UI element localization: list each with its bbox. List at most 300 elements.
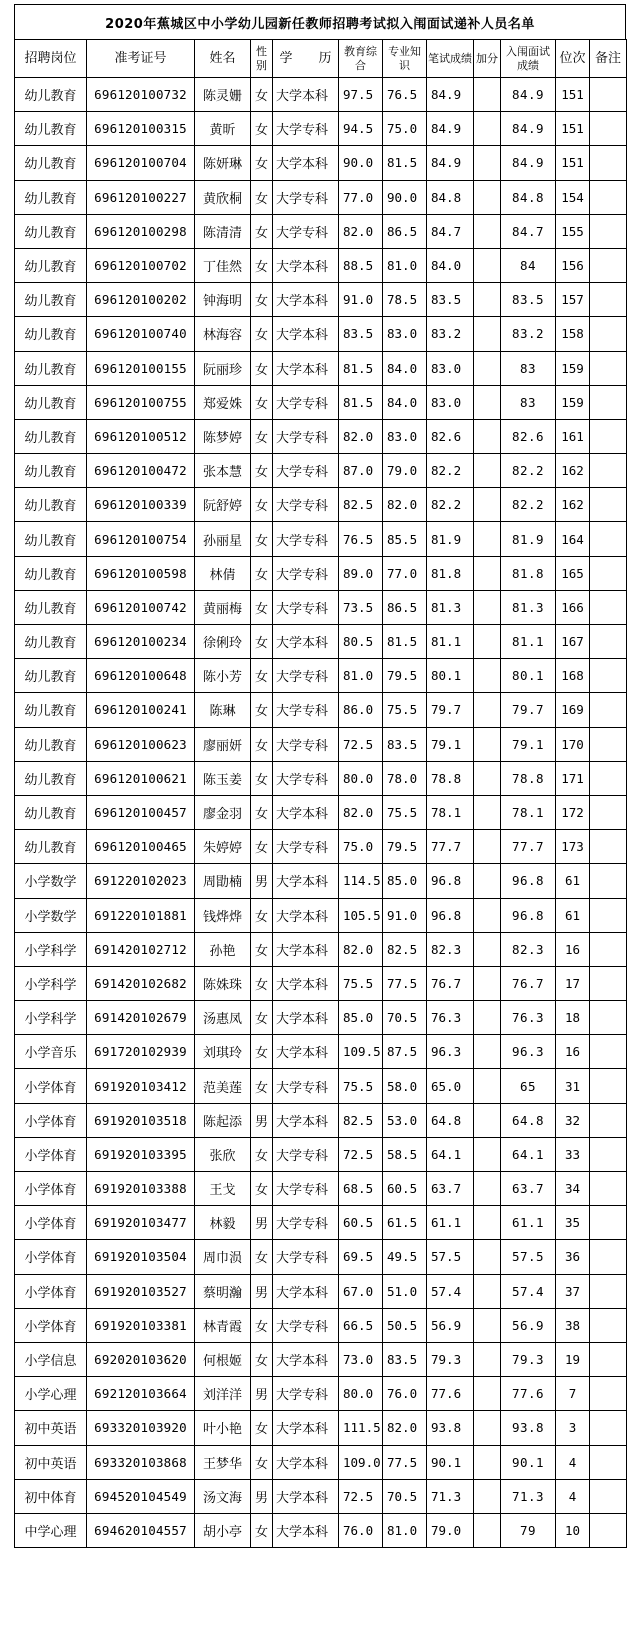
cell-interview-score: 78.8 bbox=[501, 761, 556, 795]
cell-name: 周勖楠 bbox=[195, 864, 251, 898]
cell-name: 廖金羽 bbox=[195, 795, 251, 829]
table-row bbox=[15, 454, 627, 488]
cell-rank: 164 bbox=[556, 522, 590, 556]
header-pro-score: 专业知识 bbox=[383, 40, 427, 78]
cell-rank: 157 bbox=[556, 283, 590, 317]
cell-sex: 女 bbox=[251, 248, 273, 282]
cell-sex: 女 bbox=[251, 522, 273, 556]
cell-remark bbox=[590, 1342, 627, 1376]
cell-bonus bbox=[474, 830, 501, 864]
cell-pro-score: 70.5 bbox=[383, 1001, 427, 1035]
cell-interview-score: 79.3 bbox=[501, 1342, 556, 1376]
cell-remark bbox=[590, 966, 627, 1000]
cell-position: 幼儿教育 bbox=[15, 727, 87, 761]
cell-position: 幼儿教育 bbox=[15, 180, 87, 214]
cell-position: 小学数学 bbox=[15, 864, 87, 898]
cell-interview-score: 76.7 bbox=[501, 966, 556, 1000]
header-remark: 备注 bbox=[590, 40, 627, 78]
cell-sex: 女 bbox=[251, 590, 273, 624]
cell-edu-score: 67.0 bbox=[339, 1274, 383, 1308]
cell-remark bbox=[590, 1206, 627, 1240]
cell-written-score: 57.5 bbox=[427, 1240, 474, 1274]
cell-pro-score: 82.5 bbox=[383, 932, 427, 966]
cell-education: 大学本科 bbox=[273, 1411, 339, 1445]
cell-exam-no: 691220101881 bbox=[87, 898, 195, 932]
cell-edu-score: 75.5 bbox=[339, 1069, 383, 1103]
cell-remark bbox=[590, 1377, 627, 1411]
cell-edu-score: 81.0 bbox=[339, 659, 383, 693]
cell-name: 陈灵姗 bbox=[195, 78, 251, 112]
cell-interview-score: 79.1 bbox=[501, 727, 556, 761]
cell-remark bbox=[590, 625, 627, 659]
cell-education: 大学本科 bbox=[273, 898, 339, 932]
cell-bonus bbox=[474, 1342, 501, 1376]
cell-position: 幼儿教育 bbox=[15, 419, 87, 453]
cell-remark bbox=[590, 146, 627, 180]
table-row bbox=[15, 488, 627, 522]
table-row bbox=[15, 1274, 627, 1308]
cell-position: 小学数学 bbox=[15, 898, 87, 932]
cell-remark bbox=[590, 112, 627, 146]
cell-position: 幼儿教育 bbox=[15, 693, 87, 727]
cell-interview-score: 82.6 bbox=[501, 419, 556, 453]
cell-interview-score: 81.3 bbox=[501, 590, 556, 624]
cell-rank: 3 bbox=[556, 1411, 590, 1445]
cell-edu-score: 81.5 bbox=[339, 385, 383, 419]
cell-exam-no: 696120100598 bbox=[87, 556, 195, 590]
cell-rank: 31 bbox=[556, 1069, 590, 1103]
cell-name: 陈起添 bbox=[195, 1103, 251, 1137]
cell-interview-score: 93.8 bbox=[501, 1411, 556, 1445]
cell-pro-score: 58.5 bbox=[383, 1137, 427, 1171]
cell-pro-score: 82.0 bbox=[383, 1411, 427, 1445]
cell-bonus bbox=[474, 522, 501, 556]
cell-education: 大学本科 bbox=[273, 317, 339, 351]
cell-pro-score: 77.0 bbox=[383, 556, 427, 590]
table-row bbox=[15, 898, 627, 932]
cell-position: 小学体育 bbox=[15, 1172, 87, 1206]
cell-sex: 女 bbox=[251, 1445, 273, 1479]
cell-exam-no: 696120100339 bbox=[87, 488, 195, 522]
cell-name: 黄丽梅 bbox=[195, 590, 251, 624]
cell-written-score: 82.2 bbox=[427, 454, 474, 488]
table-row bbox=[15, 419, 627, 453]
cell-name: 陈姝珠 bbox=[195, 966, 251, 1000]
cell-pro-score: 87.5 bbox=[383, 1035, 427, 1069]
cell-rank: 7 bbox=[556, 1377, 590, 1411]
cell-written-score: 96.3 bbox=[427, 1035, 474, 1069]
cell-sex: 女 bbox=[251, 898, 273, 932]
cell-remark bbox=[590, 78, 627, 112]
table-row bbox=[15, 693, 627, 727]
cell-remark bbox=[590, 454, 627, 488]
cell-edu-score: 75.5 bbox=[339, 966, 383, 1000]
cell-written-score: 57.4 bbox=[427, 1274, 474, 1308]
cell-written-score: 79.1 bbox=[427, 727, 474, 761]
cell-remark bbox=[590, 317, 627, 351]
cell-edu-score: 72.5 bbox=[339, 1479, 383, 1513]
cell-pro-score: 83.5 bbox=[383, 727, 427, 761]
cell-exam-no: 696120100298 bbox=[87, 214, 195, 248]
cell-interview-score: 65 bbox=[501, 1069, 556, 1103]
cell-remark bbox=[590, 693, 627, 727]
cell-remark bbox=[590, 1172, 627, 1206]
table-row bbox=[15, 1479, 627, 1513]
cell-rank: 32 bbox=[556, 1103, 590, 1137]
cell-rank: 151 bbox=[556, 112, 590, 146]
document-title: 2020年蕉城区中小学幼儿园新任教师招聘考试拟入闱面试递补人员名单 bbox=[14, 4, 626, 39]
cell-remark bbox=[590, 351, 627, 385]
cell-written-score: 78.1 bbox=[427, 795, 474, 829]
cell-remark bbox=[590, 488, 627, 522]
cell-sex: 女 bbox=[251, 693, 273, 727]
cell-interview-score: 79 bbox=[501, 1513, 556, 1547]
cell-sex: 女 bbox=[251, 932, 273, 966]
cell-sex: 女 bbox=[251, 727, 273, 761]
cell-position: 小学科学 bbox=[15, 966, 87, 1000]
cell-edu-score: 82.5 bbox=[339, 1103, 383, 1137]
cell-sex: 女 bbox=[251, 214, 273, 248]
cell-edu-score: 73.0 bbox=[339, 1342, 383, 1376]
cell-bonus bbox=[474, 864, 501, 898]
cell-name: 阮丽珍 bbox=[195, 351, 251, 385]
cell-name: 朱婷婷 bbox=[195, 830, 251, 864]
cell-rank: 61 bbox=[556, 864, 590, 898]
cell-bonus bbox=[474, 283, 501, 317]
cell-bonus bbox=[474, 932, 501, 966]
cell-remark bbox=[590, 932, 627, 966]
cell-rank: 161 bbox=[556, 419, 590, 453]
cell-exam-no: 691920103477 bbox=[87, 1206, 195, 1240]
cell-pro-score: 91.0 bbox=[383, 898, 427, 932]
cell-education: 大学专科 bbox=[273, 1206, 339, 1240]
cell-rank: 34 bbox=[556, 1172, 590, 1206]
candidate-table bbox=[14, 39, 627, 1548]
cell-bonus bbox=[474, 590, 501, 624]
cell-exam-no: 696120100754 bbox=[87, 522, 195, 556]
cell-edu-score: 73.5 bbox=[339, 590, 383, 624]
cell-rank: 172 bbox=[556, 795, 590, 829]
cell-rank: 165 bbox=[556, 556, 590, 590]
cell-sex: 女 bbox=[251, 351, 273, 385]
table-row bbox=[15, 727, 627, 761]
cell-written-score: 93.8 bbox=[427, 1411, 474, 1445]
cell-position: 幼儿教育 bbox=[15, 761, 87, 795]
cell-written-score: 81.3 bbox=[427, 590, 474, 624]
cell-name: 林毅 bbox=[195, 1206, 251, 1240]
cell-pro-score: 61.5 bbox=[383, 1206, 427, 1240]
cell-sex: 男 bbox=[251, 1377, 273, 1411]
cell-pro-score: 75.5 bbox=[383, 693, 427, 727]
cell-written-score: 82.3 bbox=[427, 932, 474, 966]
header-written: 笔试成绩 bbox=[427, 40, 474, 78]
cell-rank: 155 bbox=[556, 214, 590, 248]
cell-bonus bbox=[474, 1377, 501, 1411]
cell-exam-no: 693320103868 bbox=[87, 1445, 195, 1479]
cell-sex: 男 bbox=[251, 1103, 273, 1137]
cell-position: 幼儿教育 bbox=[15, 488, 87, 522]
cell-education: 大学本科 bbox=[273, 864, 339, 898]
cell-edu-score: 83.5 bbox=[339, 317, 383, 351]
cell-education: 大学专科 bbox=[273, 727, 339, 761]
cell-remark bbox=[590, 1308, 627, 1342]
cell-pro-score: 85.5 bbox=[383, 522, 427, 556]
table-row bbox=[15, 1240, 627, 1274]
cell-position: 幼儿教育 bbox=[15, 625, 87, 659]
cell-written-score: 96.8 bbox=[427, 864, 474, 898]
cell-exam-no: 691920103412 bbox=[87, 1069, 195, 1103]
cell-exam-no: 696120100465 bbox=[87, 830, 195, 864]
cell-interview-score: 64.1 bbox=[501, 1137, 556, 1171]
cell-position: 幼儿教育 bbox=[15, 454, 87, 488]
cell-education: 大学专科 bbox=[273, 693, 339, 727]
cell-written-score: 71.3 bbox=[427, 1479, 474, 1513]
cell-pro-score: 83.5 bbox=[383, 1342, 427, 1376]
cell-position: 幼儿教育 bbox=[15, 556, 87, 590]
cell-bonus bbox=[474, 488, 501, 522]
table-row bbox=[15, 864, 627, 898]
cell-name: 汤惠凤 bbox=[195, 1001, 251, 1035]
cell-edu-score: 76.5 bbox=[339, 522, 383, 556]
cell-pro-score: 79.5 bbox=[383, 659, 427, 693]
cell-name: 陈清清 bbox=[195, 214, 251, 248]
cell-sex: 男 bbox=[251, 1274, 273, 1308]
cell-education: 大学本科 bbox=[273, 1342, 339, 1376]
cell-exam-no: 696120100472 bbox=[87, 454, 195, 488]
cell-remark bbox=[590, 1411, 627, 1445]
cell-bonus bbox=[474, 556, 501, 590]
cell-pro-score: 83.0 bbox=[383, 317, 427, 351]
cell-written-score: 61.1 bbox=[427, 1206, 474, 1240]
cell-bonus bbox=[474, 625, 501, 659]
cell-remark bbox=[590, 1001, 627, 1035]
cell-exam-no: 692120103664 bbox=[87, 1377, 195, 1411]
cell-edu-score: 69.5 bbox=[339, 1240, 383, 1274]
cell-remark bbox=[590, 419, 627, 453]
cell-pro-score: 82.0 bbox=[383, 488, 427, 522]
cell-position: 幼儿教育 bbox=[15, 522, 87, 556]
cell-name: 范美莲 bbox=[195, 1069, 251, 1103]
table-row bbox=[15, 1035, 627, 1069]
cell-exam-no: 696120100704 bbox=[87, 146, 195, 180]
cell-sex: 女 bbox=[251, 317, 273, 351]
cell-sex: 女 bbox=[251, 1137, 273, 1171]
cell-interview-score: 77.6 bbox=[501, 1377, 556, 1411]
table-row bbox=[15, 932, 627, 966]
cell-remark bbox=[590, 385, 627, 419]
cell-education: 大学本科 bbox=[273, 625, 339, 659]
cell-bonus bbox=[474, 1035, 501, 1069]
cell-name: 孙丽星 bbox=[195, 522, 251, 556]
cell-edu-score: 80.0 bbox=[339, 1377, 383, 1411]
cell-sex: 女 bbox=[251, 146, 273, 180]
cell-exam-no: 696120100512 bbox=[87, 419, 195, 453]
cell-exam-no: 696120100202 bbox=[87, 283, 195, 317]
cell-interview-score: 61.1 bbox=[501, 1206, 556, 1240]
cell-education: 大学专科 bbox=[273, 180, 339, 214]
cell-edu-score: 88.5 bbox=[339, 248, 383, 282]
cell-position: 幼儿教育 bbox=[15, 590, 87, 624]
cell-edu-score: 82.5 bbox=[339, 488, 383, 522]
cell-sex: 女 bbox=[251, 1001, 273, 1035]
table-row bbox=[15, 1377, 627, 1411]
cell-interview-score: 82.3 bbox=[501, 932, 556, 966]
cell-name: 孙艳 bbox=[195, 932, 251, 966]
cell-remark bbox=[590, 1035, 627, 1069]
cell-sex: 女 bbox=[251, 625, 273, 659]
cell-pro-score: 81.5 bbox=[383, 625, 427, 659]
cell-interview-score: 81.1 bbox=[501, 625, 556, 659]
cell-bonus bbox=[474, 1001, 501, 1035]
cell-written-score: 84.9 bbox=[427, 146, 474, 180]
cell-exam-no: 691420102712 bbox=[87, 932, 195, 966]
cell-edu-score: 85.0 bbox=[339, 1001, 383, 1035]
cell-pro-score: 76.5 bbox=[383, 78, 427, 112]
cell-name: 林倩 bbox=[195, 556, 251, 590]
cell-remark bbox=[590, 1445, 627, 1479]
cell-name: 黄欣桐 bbox=[195, 180, 251, 214]
cell-exam-no: 696120100742 bbox=[87, 590, 195, 624]
cell-written-score: 78.8 bbox=[427, 761, 474, 795]
cell-remark bbox=[590, 248, 627, 282]
table-row bbox=[15, 78, 627, 112]
cell-exam-no: 691920103395 bbox=[87, 1137, 195, 1171]
header-row bbox=[15, 40, 627, 78]
cell-sex: 女 bbox=[251, 659, 273, 693]
cell-bonus bbox=[474, 1308, 501, 1342]
cell-written-score: 79.7 bbox=[427, 693, 474, 727]
cell-rank: 36 bbox=[556, 1240, 590, 1274]
table-row bbox=[15, 1308, 627, 1342]
cell-position: 幼儿教育 bbox=[15, 112, 87, 146]
table-body bbox=[15, 78, 627, 1548]
cell-edu-score: 105.5 bbox=[339, 898, 383, 932]
table-row bbox=[15, 1172, 627, 1206]
cell-pro-score: 77.5 bbox=[383, 1445, 427, 1479]
table-row bbox=[15, 180, 627, 214]
cell-interview-score: 83.2 bbox=[501, 317, 556, 351]
cell-rank: 4 bbox=[556, 1445, 590, 1479]
cell-rank: 16 bbox=[556, 932, 590, 966]
cell-interview-score: 83 bbox=[501, 385, 556, 419]
cell-remark bbox=[590, 1069, 627, 1103]
cell-rank: 169 bbox=[556, 693, 590, 727]
cell-interview-score: 84.8 bbox=[501, 180, 556, 214]
cell-rank: 159 bbox=[556, 351, 590, 385]
cell-remark bbox=[590, 522, 627, 556]
cell-rank: 33 bbox=[556, 1137, 590, 1171]
cell-name: 林青霞 bbox=[195, 1308, 251, 1342]
cell-exam-no: 696120100732 bbox=[87, 78, 195, 112]
cell-pro-score: 75.5 bbox=[383, 795, 427, 829]
cell-pro-score: 81.5 bbox=[383, 146, 427, 180]
cell-education: 大学本科 bbox=[273, 248, 339, 282]
cell-name: 陈妍琳 bbox=[195, 146, 251, 180]
cell-sex: 女 bbox=[251, 78, 273, 112]
cell-rank: 151 bbox=[556, 78, 590, 112]
cell-interview-score: 82.2 bbox=[501, 454, 556, 488]
cell-bonus bbox=[474, 1479, 501, 1513]
cell-interview-score: 78.1 bbox=[501, 795, 556, 829]
cell-sex: 女 bbox=[251, 1240, 273, 1274]
cell-bonus bbox=[474, 1137, 501, 1171]
cell-edu-score: 76.0 bbox=[339, 1513, 383, 1547]
cell-rank: 4 bbox=[556, 1479, 590, 1513]
cell-remark bbox=[590, 1479, 627, 1513]
cell-position: 幼儿教育 bbox=[15, 659, 87, 693]
cell-education: 大学本科 bbox=[273, 351, 339, 385]
cell-bonus bbox=[474, 1513, 501, 1547]
table-row bbox=[15, 317, 627, 351]
cell-edu-score: 80.0 bbox=[339, 761, 383, 795]
table-row bbox=[15, 556, 627, 590]
cell-education: 大学本科 bbox=[273, 1445, 339, 1479]
cell-name: 王戈 bbox=[195, 1172, 251, 1206]
cell-pro-score: 60.5 bbox=[383, 1172, 427, 1206]
cell-bonus bbox=[474, 454, 501, 488]
cell-bonus bbox=[474, 351, 501, 385]
table-row bbox=[15, 1103, 627, 1137]
cell-rank: 166 bbox=[556, 590, 590, 624]
cell-interview-score: 84.9 bbox=[501, 112, 556, 146]
document-sheet bbox=[14, 4, 626, 1548]
cell-education: 大学专科 bbox=[273, 1137, 339, 1171]
cell-interview-score: 57.5 bbox=[501, 1240, 556, 1274]
cell-education: 大学本科 bbox=[273, 146, 339, 180]
cell-education: 大学专科 bbox=[273, 590, 339, 624]
cell-rank: 156 bbox=[556, 248, 590, 282]
cell-name: 钟海明 bbox=[195, 283, 251, 317]
cell-name: 林海容 bbox=[195, 317, 251, 351]
cell-rank: 61 bbox=[556, 898, 590, 932]
cell-pro-score: 77.5 bbox=[383, 966, 427, 1000]
cell-exam-no: 696120100621 bbox=[87, 761, 195, 795]
cell-bonus bbox=[474, 1274, 501, 1308]
cell-exam-no: 696120100648 bbox=[87, 659, 195, 693]
cell-name: 周巾涢 bbox=[195, 1240, 251, 1274]
cell-position: 小学音乐 bbox=[15, 1035, 87, 1069]
table-row bbox=[15, 1411, 627, 1445]
cell-edu-score: 60.5 bbox=[339, 1206, 383, 1240]
cell-exam-no: 691720102939 bbox=[87, 1035, 195, 1069]
cell-exam-no: 691420102679 bbox=[87, 1001, 195, 1035]
cell-remark bbox=[590, 214, 627, 248]
cell-education: 大学专科 bbox=[273, 1069, 339, 1103]
cell-name: 刘洋洋 bbox=[195, 1377, 251, 1411]
cell-sex: 女 bbox=[251, 1069, 273, 1103]
cell-name: 张本慧 bbox=[195, 454, 251, 488]
cell-remark bbox=[590, 590, 627, 624]
cell-exam-no: 691920103381 bbox=[87, 1308, 195, 1342]
cell-interview-score: 84 bbox=[501, 248, 556, 282]
cell-position: 幼儿教育 bbox=[15, 78, 87, 112]
header-exam-no: 准考证号 bbox=[87, 40, 195, 78]
cell-exam-no: 691920103504 bbox=[87, 1240, 195, 1274]
table-row bbox=[15, 351, 627, 385]
cell-edu-score: 66.5 bbox=[339, 1308, 383, 1342]
cell-edu-score: 86.0 bbox=[339, 693, 383, 727]
cell-interview-score: 81.9 bbox=[501, 522, 556, 556]
cell-sex: 女 bbox=[251, 488, 273, 522]
cell-position: 幼儿教育 bbox=[15, 830, 87, 864]
cell-education: 大学专科 bbox=[273, 454, 339, 488]
cell-interview-score: 84.9 bbox=[501, 78, 556, 112]
cell-written-score: 84.0 bbox=[427, 248, 474, 282]
cell-edu-score: 72.5 bbox=[339, 1137, 383, 1171]
cell-name: 胡小亭 bbox=[195, 1513, 251, 1547]
cell-pro-score: 85.0 bbox=[383, 864, 427, 898]
cell-bonus bbox=[474, 693, 501, 727]
